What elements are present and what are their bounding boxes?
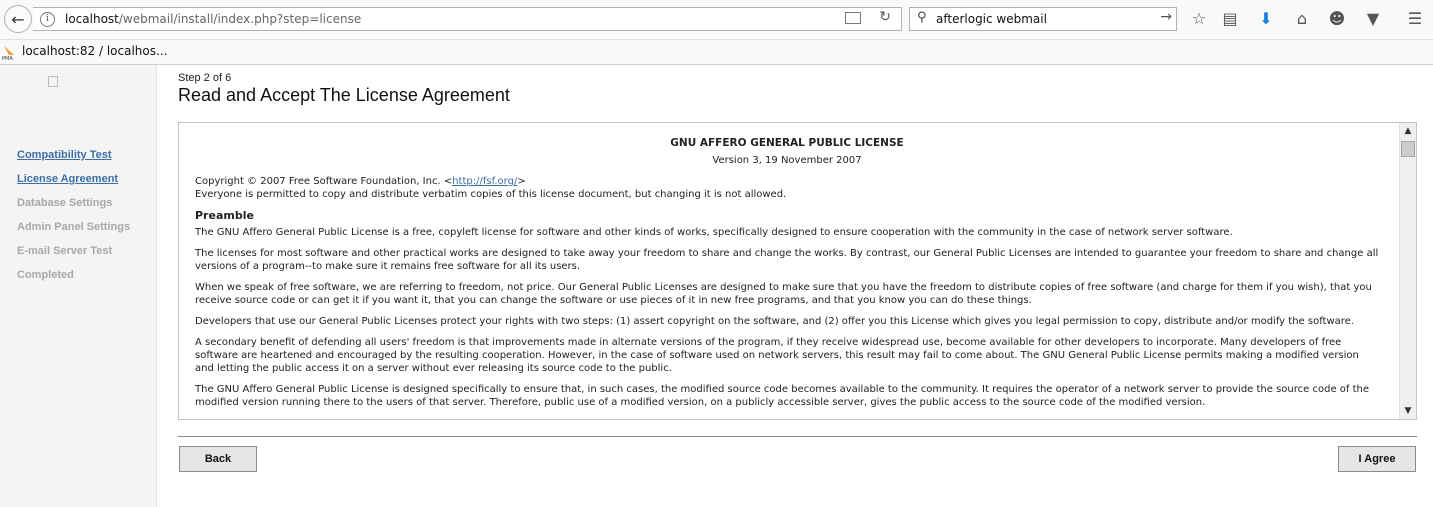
bookmarks-bar: [0, 40, 1433, 65]
license-paragraph: The licenses for most software and other practical works are designed to take away your freedom to share and change the works. By contrast, our General Public Licenses are intended to guarantee your freedom to share and change all versions of a program--to make sure it remains free software for all its users.: [195, 248, 1379, 272]
home-icon[interactable]: ⌂: [1296, 9, 1308, 28]
sidebar-item-database-settings: Database Settings: [17, 197, 113, 209]
phpmyadmin-icon: [2, 43, 16, 61]
scroll-down-arrow-icon[interactable]: ▼: [1400, 403, 1416, 419]
license-content: [195, 123, 1379, 417]
url-path: /webmail/install/index.php?step=license: [118, 12, 362, 26]
i-agree-button[interactable]: I Agree: [1338, 446, 1416, 472]
logo-image-icon: [48, 76, 58, 87]
scroll-thumb[interactable]: [1401, 141, 1415, 157]
back-arrow-icon[interactable]: ←: [4, 5, 32, 33]
copyright-suffix: >: [517, 176, 526, 187]
pocket-icon[interactable]: ▼: [1366, 9, 1380, 28]
url-bar[interactable]: [33, 7, 902, 31]
license-paragraph: A secondary benefit of defending all users' freedom is that improvements made in alternate versions of the program, if they receive widespread use, become available for other developers to incorporate. Many developers of free software are heartened and encouraged by the resulting cooperation. However, in the case of software used on network servers, this result may fail to come about. The GNU General Public License permits making a modified version and letting the public access it on a server without ever releasing its source code to the public.: [195, 337, 1359, 374]
sidebar-item-compatibility-test[interactable]: Compatibility Test: [17, 149, 112, 161]
smiley-icon[interactable]: ☻: [1328, 9, 1346, 28]
url-host: localhost: [65, 12, 119, 26]
svg-text:PMA: PMA: [2, 56, 13, 61]
reload-icon[interactable]: ↻: [879, 9, 891, 25]
license-title: GNU AFFERO GENERAL PUBLIC LICENSE: [670, 137, 904, 149]
license-version: Version 3, 19 November 2007: [712, 155, 862, 166]
url-text: [65, 12, 361, 26]
bookmark-link[interactable]: localhost:82 / localhos...: [22, 44, 168, 58]
sidebar-item-admin-panel-settings: Admin Panel Settings: [17, 221, 131, 233]
step-indicator: Step 2 of 6: [178, 72, 232, 84]
scroll-up-arrow-icon[interactable]: ▲: [1400, 123, 1416, 139]
copyright-permission: Everyone is permitted to copy and distribute verbatim copies of this license document, but changing it is not allowed.: [195, 189, 787, 200]
preamble-heading: Preamble: [195, 209, 254, 222]
page-title: Read and Accept The License Agreement: [178, 85, 510, 105]
install-steps-sidebar: [0, 65, 157, 507]
menu-icon[interactable]: ☰: [1407, 9, 1423, 28]
sidebar-item-completed: Completed: [17, 269, 74, 281]
sidebar-item-email-server-test: E-mail Server Test: [17, 245, 113, 257]
info-icon[interactable]: i: [40, 12, 55, 27]
license-text-box[interactable]: [178, 122, 1417, 420]
license-paragraph: The GNU Affero General Public License is designed specifically to ensure that, in such cases, the modified source code becomes available to the community. It requires the operator of a network server to provide the source code of the modified version running there to the users of that server. Therefore, public use of a modified version, on a publicly accessible server, gives the public access to the source code of the modified version.: [195, 384, 1369, 408]
sidebar-item-license-agreement[interactable]: License Agreement: [17, 173, 119, 185]
fsf-link[interactable]: http://fsf.org/: [452, 176, 518, 187]
search-input[interactable]: afterlogic webmail: [936, 12, 1047, 26]
license-paragraph: Developers that use our General Public Licenses protect your rights with two steps: (1) assert copyright on the software, and (2) offer you this License which gives you legal permission to copy, distribute and/or modify the software.: [195, 316, 1354, 327]
copyright-line: [195, 175, 1379, 188]
browser-toolbar: [0, 0, 1433, 40]
search-bar[interactable]: [909, 7, 1177, 31]
search-go-arrow-icon[interactable]: →: [1160, 9, 1172, 25]
search-icon: ⚲: [917, 10, 927, 25]
download-icon[interactable]: ⬇: [1259, 9, 1273, 28]
license-paragraph: When we speak of free software, we are referring to freedom, not price. Our General Public Licenses are designed to make sure that you have the freedom to distribute copies of free software (and charge for them if you wish), that you receive source code or can get it if you want it, that you can change the software or use pieces of it in new free programs, and that you know you can do these things.: [195, 282, 1372, 306]
back-button[interactable]: Back: [179, 446, 257, 472]
reader-view-icon[interactable]: [845, 12, 861, 24]
copyright-prefix: Copyright © 2007 Free Software Foundation, Inc. <: [195, 176, 453, 187]
license-scrollbar[interactable]: [1399, 123, 1416, 419]
divider: [178, 436, 1417, 437]
star-bookmark-icon[interactable]: ☆: [1191, 9, 1207, 28]
license-paragraph: The GNU Affero General Public License is a free, copyleft license for software and other kinds of works, specifically designed to ensure cooperation with the community in the case of network server software.: [195, 227, 1233, 238]
reading-list-icon[interactable]: ▤: [1222, 9, 1238, 28]
